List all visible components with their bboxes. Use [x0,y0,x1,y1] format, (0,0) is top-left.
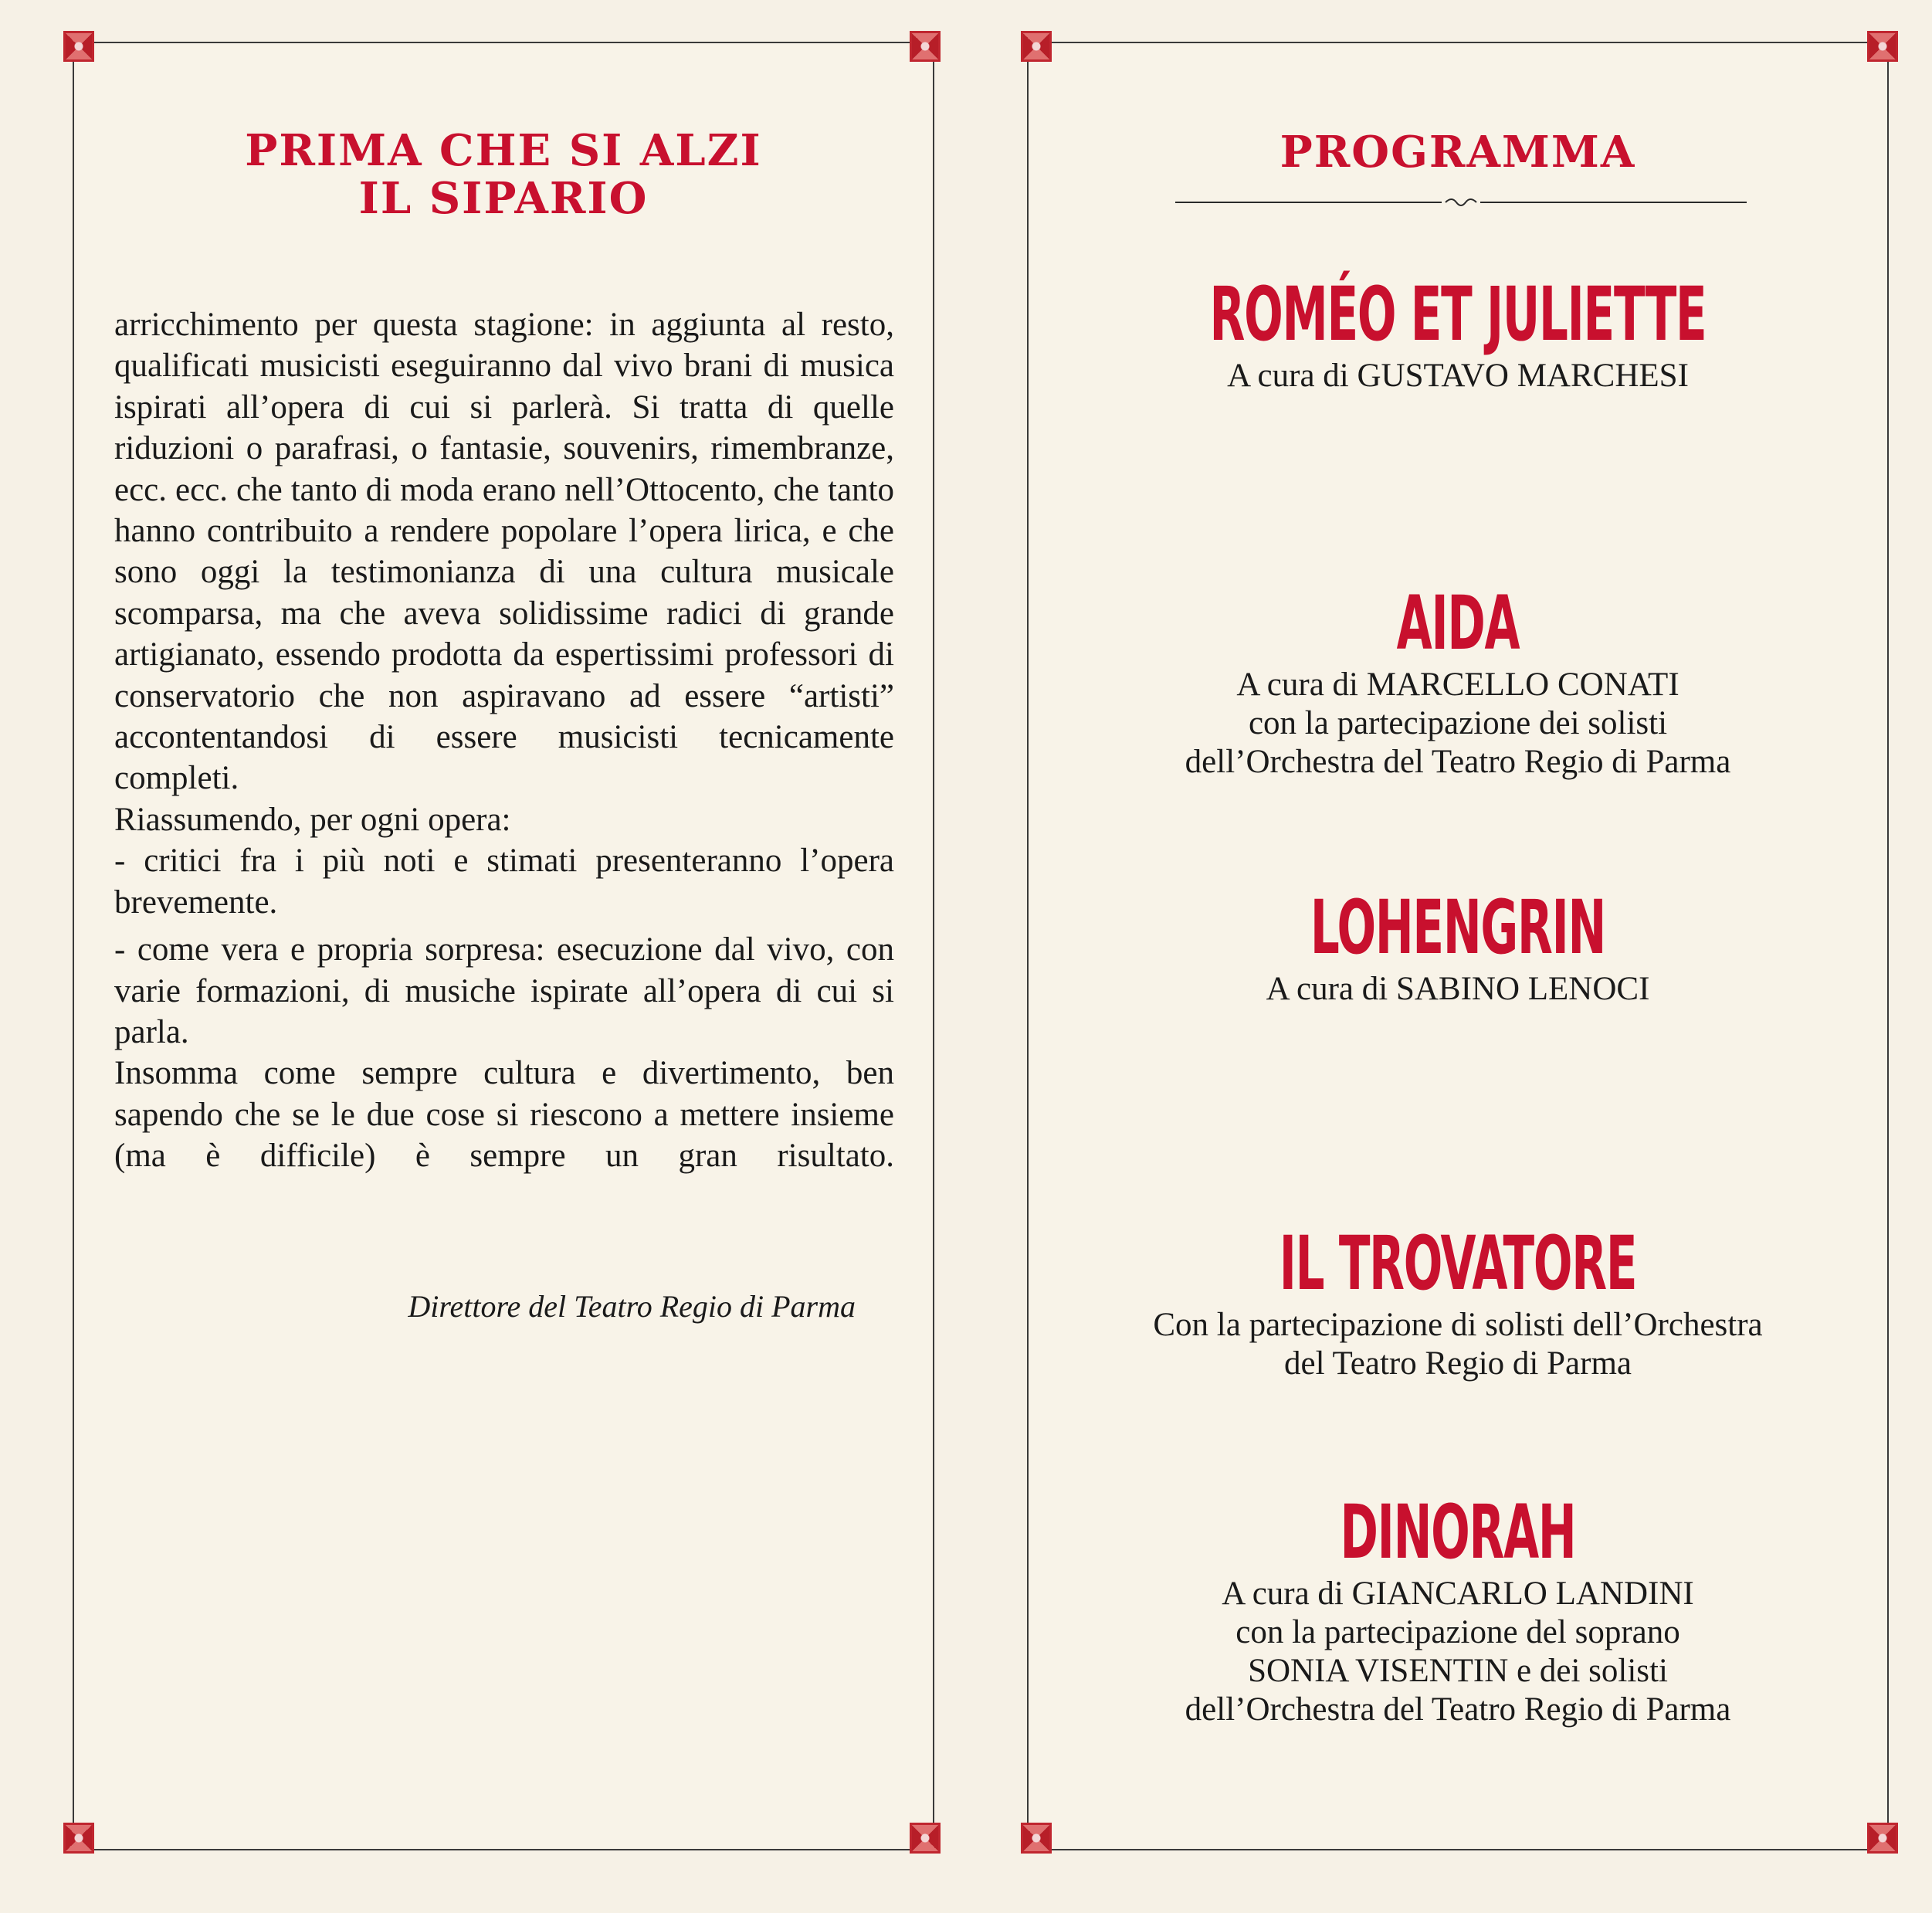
opera-credits [1029,1306,1887,1383]
opera-credits [1029,357,1887,395]
heading-line-1: PRIMA CHE SI ALZI [245,125,762,176]
paragraph: Riassumendo, per ogni opera: [114,801,511,838]
opera-title: LOHENGRIN [1310,884,1606,971]
corner-ornament-icon [63,1823,94,1854]
opera-credits [1029,1575,1887,1729]
opera-entry [1029,1490,1887,1729]
opera-title: AIDA [1396,580,1520,666]
right-page [1027,42,1889,1850]
corner-ornament-icon [1867,31,1898,62]
opera-credits [1029,970,1887,1009]
left-page [73,42,934,1850]
ornament-divider [1175,195,1747,210]
credit-line: A cura di MARCELLO CONATI [1236,666,1679,703]
credit-line: Con la partecipazione di solisti dell’Orchestra [1153,1307,1763,1343]
opera-title: DINORAH [1340,1489,1576,1576]
programma-heading: PROGRAMMA [1280,127,1636,178]
credit-line: con la partecipazione dei solisti [1248,705,1668,741]
paragraph: arricchimento per questa stagione: in aggiunta al resto, qualificati musicisti eseguiranno dal vivo brani di musica ispirati all’opera di cui si parlerà. Si tratta di quelle riduzioni o parafrasi, o fantasie, souvenirs, rimembranze, ecc. ecc. che tanto di moda erano nell’Ottocento, che tanto hanno contribuito a rendere popolare l’opera lirica, e che sono oggi la testimonianza di una cultura musicale scomparsa, ma che aveva solidissime radici di grande artigianato, essendo prodotta da espertissimi professori di conservatorio che non aspiravano ad essere “artisti” accontentandosi di essere musicisti tecnicamente completi. [114,307,894,797]
credit-line: con la partecipazione del soprano [1235,1614,1680,1650]
corner-ornament-icon [1867,1823,1898,1854]
opera-title: ROMÉO ET JULIETTE [1209,271,1707,358]
body-text [114,304,894,1177]
credit-line: del Teatro Regio di Parma [1284,1345,1632,1382]
corner-ornament-icon [910,31,941,62]
paragraph: - critici fra i più noti e stimati presenteranno l’opera brevemente. [114,843,894,921]
corner-ornament-icon [1021,1823,1052,1854]
signature: Direttore del Teatro Regio di Parma [408,1289,856,1324]
opera-credits [1029,666,1887,782]
credit-line: SONIA VISENTIN e dei solisti [1248,1653,1668,1689]
corner-ornament-icon [63,31,94,62]
heading-line-2: IL SIPARIO [358,173,649,224]
left-page-heading [74,127,933,222]
paragraph: Insomma come sempre cultura e divertimento, ben sapendo che se le due cose si riescono a mettere insieme (ma è difficile) è sempre un gran risultato. [114,1055,894,1175]
credit-line: dell’Orchestra del Teatro Regio di Parma [1185,744,1731,780]
corner-ornament-icon [1021,31,1052,62]
credit-line: A cura di GUSTAVO MARCHESI [1227,358,1689,394]
corner-ornament-icon [910,1823,941,1854]
credit-line: dell’Orchestra del Teatro Regio di Parma [1185,1691,1731,1728]
opera-title: IL TROVATORE [1279,1220,1637,1307]
credit-line: A cura di GIANCARLO LANDINI [1222,1576,1694,1612]
opera-entry [1029,581,1887,782]
credit-line: A cura di SABINO LENOCI [1266,971,1650,1007]
paragraph: - come vera e propria sorpresa: esecuzione dal vivo, con varie formazioni, di musiche ispirate all’opera di cui si parla. [114,931,894,1050]
opera-entry [1029,1221,1887,1383]
opera-entry [1029,272,1887,395]
opera-entry [1029,885,1887,1009]
